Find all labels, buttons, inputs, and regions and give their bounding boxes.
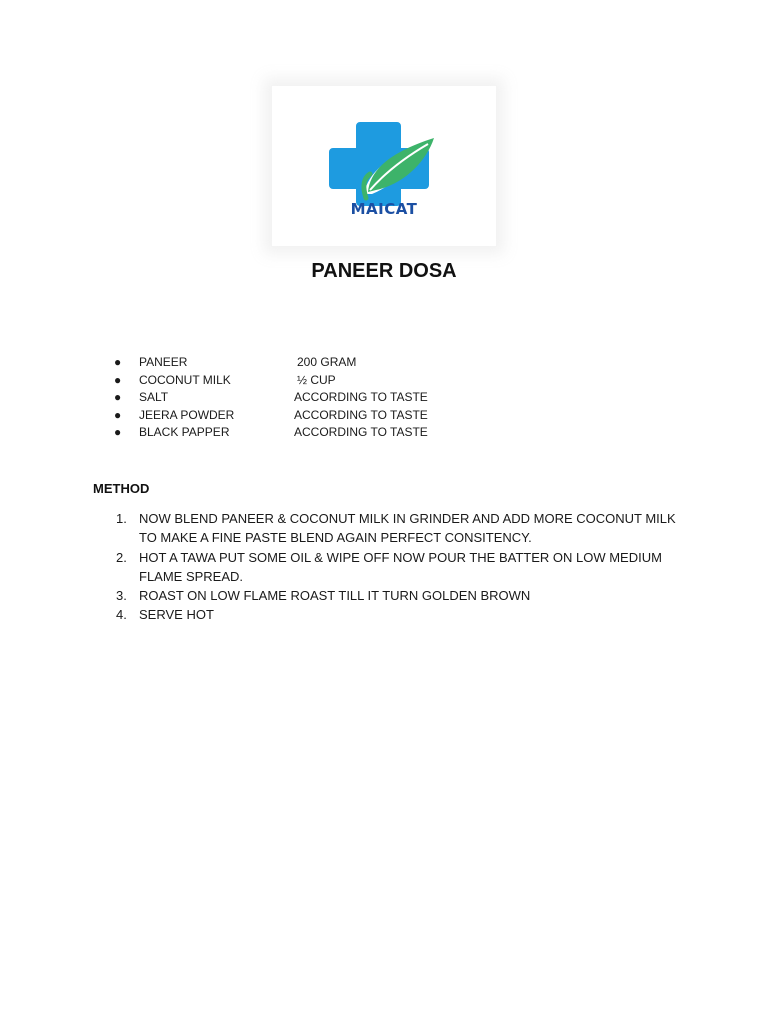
bullet-icon: ● [114, 372, 122, 387]
recipe-title: PANEER DOSA [311, 260, 457, 282]
ingredient-quantity: ACCORDING TO TASTE [294, 425, 428, 440]
bullet-icon: ● [114, 355, 122, 369]
step-number: 4. [116, 607, 127, 623]
ingredient-quantity: ½ CUP [297, 372, 336, 387]
step-number: 3. [116, 588, 127, 604]
medical-cross-leaf-icon [272, 86, 496, 246]
ingredient-name: JEERA POWDER [139, 407, 235, 422]
ingredient-quantity: ACCORDING TO TASTE [294, 390, 428, 405]
method-step [0, 586, 768, 605]
ingredient-name: PANEER [139, 355, 188, 369]
step-number: 1. [116, 511, 127, 526]
ingredient-name: SALT [139, 390, 169, 405]
ingredient-quantity: ACCORDING TO TASTE [294, 407, 428, 422]
ingredient-name: BLACK PAPPER [139, 425, 230, 440]
method-steps-list [0, 509, 768, 625]
method-step [0, 605, 768, 624]
method-step [0, 548, 768, 587]
method-heading: METHOD [93, 481, 150, 496]
bullet-icon: ● [114, 407, 122, 422]
step-text: HOT A TAWA PUT SOME OIL & WIPE OFF NOW POUR THE BATTER ON LOW MEDIUM FLAME SPREAD. [139, 549, 662, 584]
ingredient-quantity: 200 GRAM [297, 355, 357, 369]
step-text: SERVE HOT [139, 607, 214, 623]
logo-wordmark: MAICAT [350, 200, 418, 218]
step-text: NOW BLEND PANEER & COCONUT MILK IN GRINDER AND ADD MORE COCONUT MILK TO MAKE A FINE PASTE BLEND AGAIN PERFECT CONSITENCY. [139, 511, 676, 546]
bullet-icon: ● [114, 425, 122, 440]
bullet-icon: ● [114, 390, 122, 405]
maicat-logo [272, 86, 496, 246]
ingredient-name: COCONUT MILK [139, 372, 231, 387]
step-text: ROAST ON LOW FLAME ROAST TILL IT TURN GOLDEN BROWN [139, 588, 531, 604]
step-number: 2. [116, 549, 127, 565]
method-step [0, 509, 768, 548]
